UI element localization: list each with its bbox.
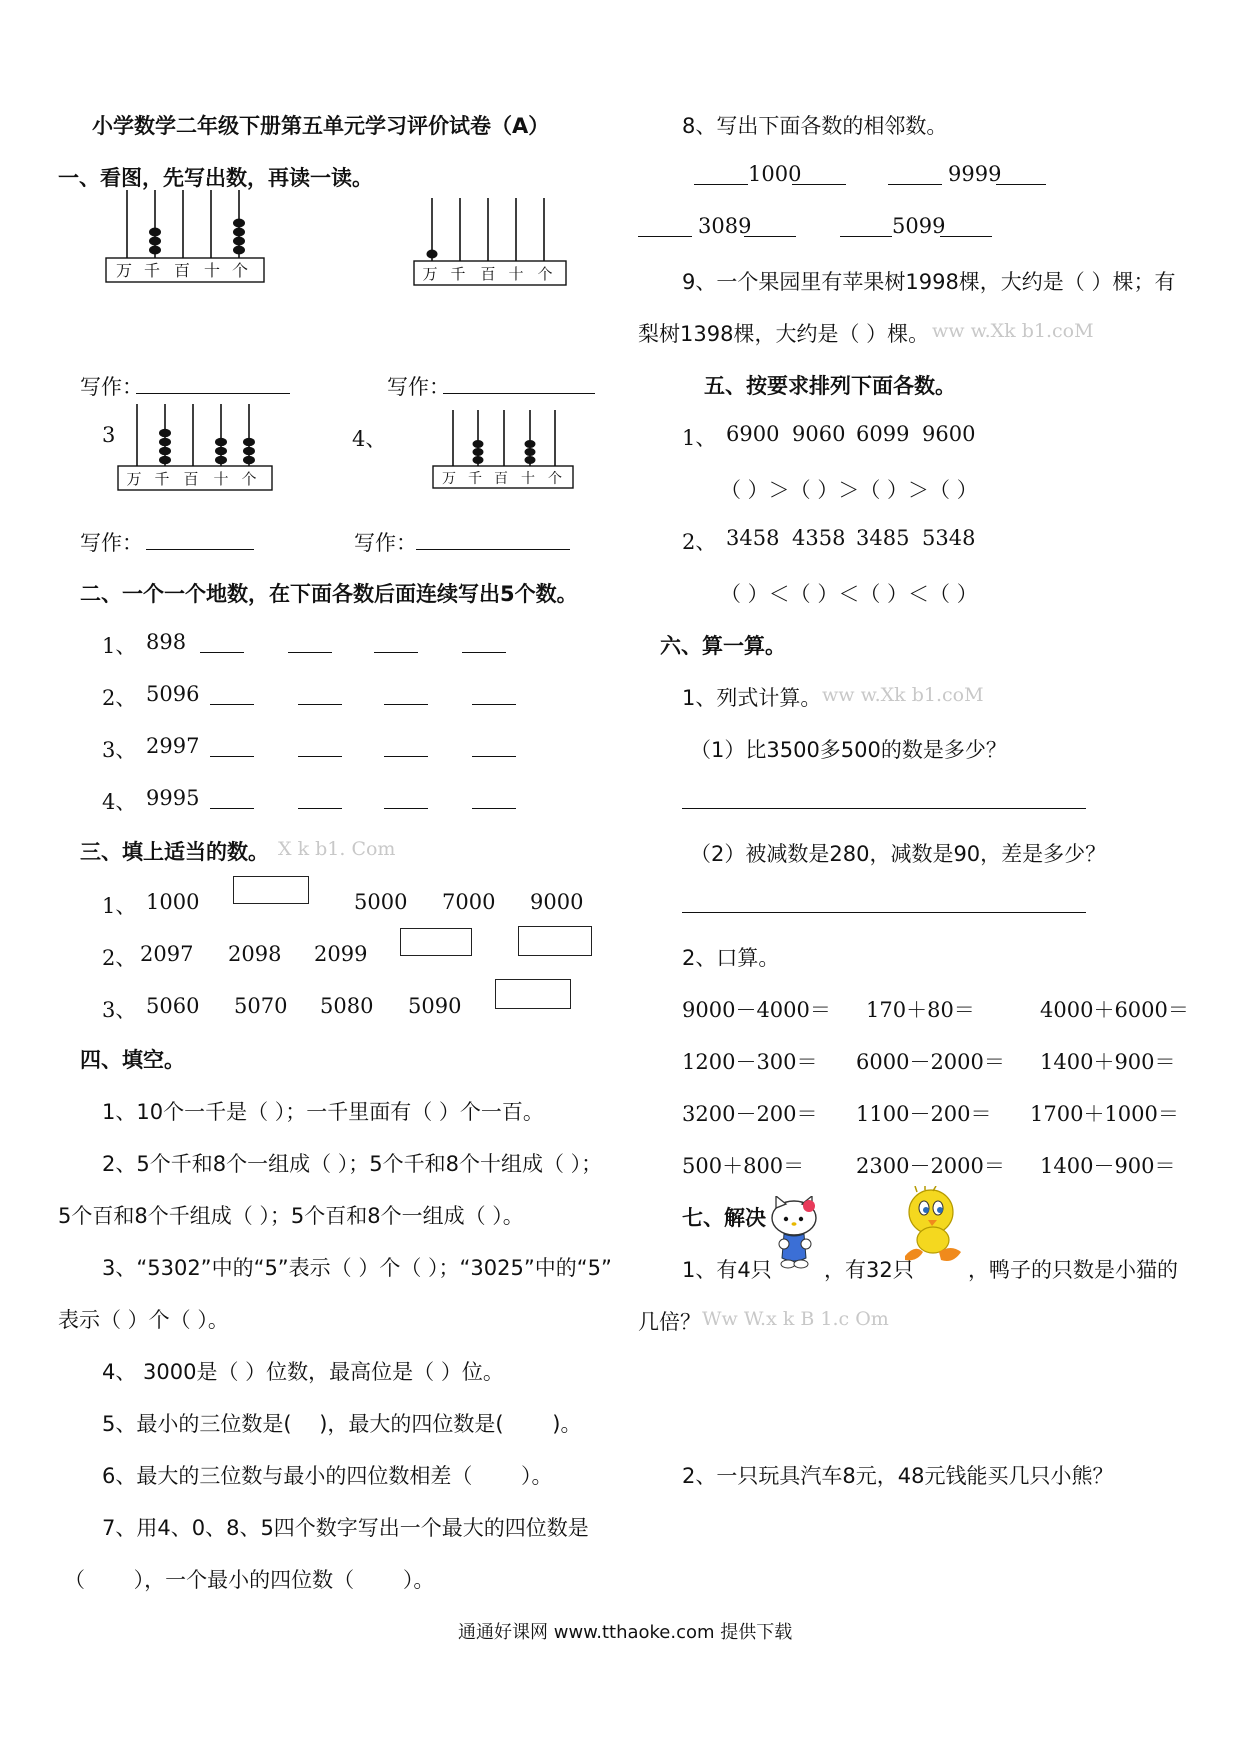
watermark: ww w.Xk b1.coM (932, 320, 1094, 342)
neighbor-blank[interactable] (940, 236, 992, 237)
s2-blank[interactable] (210, 756, 254, 757)
s3-row2-n2: 2098 (228, 942, 282, 966)
write-blank-4[interactable] (416, 549, 570, 550)
abacus-1-label-bai: 百 (173, 261, 191, 280)
s2-blank[interactable] (472, 808, 516, 809)
write-blank-2[interactable] (443, 393, 595, 394)
s3-row3-n4: 5090 (408, 994, 462, 1018)
abacus-3 (115, 402, 275, 494)
s3-row1-index: 1、 (102, 894, 137, 918)
calc-r1-c3: 4000＋6000＝ (1040, 998, 1189, 1022)
s4-q2-line2: 5个百和8个千组成（ ）；5个百和8个一组成（ ）。 (58, 1204, 524, 1228)
s2-item-2-number: 5096 (146, 682, 200, 706)
s2-item-2-index: 2、 (102, 686, 137, 710)
s6-problem-2: （2）被减数是280，减数是90，差是多少？ (690, 842, 1107, 866)
calc-r3-c1: 3200－200＝ (682, 1102, 818, 1126)
neighbor-blank[interactable] (996, 184, 1046, 185)
s5-row2-n1: 3458 (726, 526, 780, 550)
s2-blank[interactable] (200, 652, 244, 653)
abacus-2-label-shi: 十 (508, 265, 524, 283)
section-3-heading: 三、填上适当的数。 (80, 840, 269, 864)
write-label-4: 写作： (354, 531, 417, 555)
abacus-2-label-qian: 千 (450, 265, 466, 283)
calc-r2-c2: 6000－2000＝ (856, 1050, 1005, 1074)
write-blank-3[interactable] (146, 549, 254, 550)
calc-r3-c2: 1100－200＝ (856, 1102, 992, 1126)
calc-r3-c3: 1700＋1000＝ (1030, 1102, 1179, 1126)
abacus-4-number: 4、 (352, 427, 387, 451)
s4-q3-line2: 表示（ ）个（ ）。 (58, 1308, 229, 1332)
s5-row2-n3: 3485 (856, 526, 910, 550)
s2-blank[interactable] (374, 652, 418, 653)
s2-blank[interactable] (298, 756, 342, 757)
s5-row1-n2: 9060 (792, 422, 846, 446)
abacus-3-label-qian: 千 (154, 470, 170, 488)
calc-r2-c3: 1400＋900＝ (1040, 1050, 1176, 1074)
s4-q1: 1、10个一千是（ ）；一千里面有（ ）个一百。 (102, 1100, 544, 1124)
footer-credit: 通通好课网 www.tthaoke.com 提供下载 (458, 1622, 793, 1643)
abacus-4-label-ge: 个 (548, 471, 562, 487)
s3-row1-n1: 1000 (146, 890, 200, 914)
s3-row1-n3: 7000 (442, 890, 496, 914)
abacus-4-label-bai: 百 (494, 471, 508, 487)
answer-line-1[interactable] (682, 808, 1086, 809)
q8-heading: 8、写出下面各数的相邻数。 (682, 114, 948, 138)
abacus-2-label-wan: 万 (422, 265, 438, 283)
section-2-heading: 二、一个一个地数，在下面各数后面连续写出5个数。 (80, 582, 578, 606)
s5-row2-index: 2、 (682, 530, 717, 554)
s6-problem-1: （1）比3500多500的数是多少？ (690, 738, 1007, 762)
s3-answer-box[interactable] (518, 926, 592, 956)
write-label-1: 写作： (80, 375, 143, 399)
s3-row3-n3: 5080 (320, 994, 374, 1018)
abacus-4-label-qian: 千 (468, 471, 482, 487)
calc-r4-c1: 500＋800＝ (682, 1154, 805, 1178)
s2-blank[interactable] (384, 808, 428, 809)
answer-line-2[interactable] (682, 912, 1086, 913)
s4-q7-line1: 7、用4、0、8、5四个数字写出一个最大的四位数是 (102, 1516, 589, 1540)
s3-row1-n4: 9000 (530, 890, 584, 914)
s2-blank[interactable] (210, 704, 254, 705)
neighbor-blank[interactable] (792, 184, 846, 185)
s5-row2-n2: 4358 (792, 526, 846, 550)
s2-blank[interactable] (298, 704, 342, 705)
s2-blank[interactable] (298, 808, 342, 809)
s2-blank[interactable] (384, 756, 428, 757)
s4-q3-line1: 3、“5302”中的“5”表示（ ）个（ ）；“3025”中的“5” (102, 1256, 612, 1280)
s7-q1-part2: ，有32只 (824, 1258, 914, 1282)
s2-item-4-number: 9995 (146, 786, 200, 810)
s3-answer-box[interactable] (495, 979, 571, 1009)
write-label-2: 写作： (387, 375, 450, 399)
s3-row1-n2: 5000 (354, 890, 408, 914)
page-title: 小学数学二年级下册第五单元学习评价试卷（A） (92, 114, 550, 138)
s2-blank[interactable] (210, 808, 254, 809)
neighbor-blank[interactable] (840, 236, 892, 237)
s5-row2-n4: 5348 (922, 526, 976, 550)
abacus-3-label-wan: 万 (126, 470, 142, 488)
s2-item-3-index: 3、 (102, 738, 137, 762)
calc-r1-c1: 9000－4000＝ (682, 998, 831, 1022)
abacus-1-label-ge: 个 (231, 261, 249, 280)
s7-q1-part1: 1、有4只 (682, 1258, 772, 1282)
s5-row1-n4: 9600 (922, 422, 976, 446)
q9-line2: 梨树1398棵，大约是（ ）棵。 (638, 322, 930, 346)
s2-blank[interactable] (384, 704, 428, 705)
neighbor-blank[interactable] (638, 236, 692, 237)
s3-row2-n3: 2099 (314, 942, 368, 966)
section-7-heading: 七、解决 (682, 1206, 766, 1230)
s7-q2: 2、一只玩具汽车8元，48元钱能买几只小熊？ (682, 1464, 1114, 1488)
abacus-4 (430, 408, 580, 494)
s2-blank[interactable] (288, 652, 332, 653)
s7-q1-line2: 几倍？ (638, 1310, 701, 1334)
s3-row3-n2: 5070 (234, 994, 288, 1018)
abacus-2-label-ge: 个 (537, 265, 553, 283)
s7-q1-part3: ，鸭子的只数是小猫的 (968, 1258, 1178, 1282)
s2-item-1-index: 1、 (102, 634, 137, 658)
s2-item-1-number: 898 (146, 630, 187, 654)
s2-item-3-number: 2997 (146, 734, 200, 758)
s2-item-4-index: 4、 (102, 790, 137, 814)
s5-row1-n1: 6900 (726, 422, 780, 446)
watermark: Ww W.x k B 1.c Om (702, 1308, 889, 1330)
s2-blank[interactable] (472, 756, 516, 757)
write-blank-1[interactable] (136, 393, 290, 394)
neighbor-blank[interactable] (744, 236, 796, 237)
section-1-heading: 一、看图，先写出数，再读一读。 (58, 166, 373, 190)
kitty-image (768, 1196, 824, 1270)
s5-row1-order: （ ）＞（ ）＞（ ）＞（ ） (720, 478, 978, 502)
s4-q4: 4、 3000是（ ）位数，最高位是（ ）位。 (102, 1360, 504, 1384)
s4-q5: 5、最小的三位数是( )，最大的四位数是( )。 (102, 1412, 582, 1436)
write-label-3: 写作： (80, 531, 143, 555)
q8-num-2: 9999 (948, 162, 1002, 186)
s3-answer-box[interactable] (233, 876, 309, 904)
calc-r1-c2: 170＋80＝ (866, 998, 975, 1022)
abacus-1-label-qian: 千 (143, 261, 161, 280)
s6-sub1: 1、列式计算。 (682, 686, 822, 710)
q9-line1: 9、一个果园里有苹果树1998棵，大约是（ ）棵；有 (682, 270, 1176, 294)
s4-q2-line1: 2、5个千和8个一组成（ ）；5个千和8个十组成（ ）； (102, 1152, 603, 1176)
abacus-3-label-shi: 十 (213, 470, 229, 488)
abacus-4-label-shi: 十 (521, 471, 535, 487)
s5-row1-index: 1、 (682, 426, 717, 450)
s3-answer-box[interactable] (400, 928, 472, 956)
s3-row3-n1: 5060 (146, 994, 200, 1018)
s4-q7-line2: （ ），一个最小的四位数（ ）。 (64, 1568, 435, 1592)
s2-blank[interactable] (462, 652, 506, 653)
s5-row1-n3: 6099 (856, 422, 910, 446)
abacus-3-label-bai: 百 (183, 470, 199, 488)
watermark: ww w.Xk b1.coM (822, 684, 984, 706)
abacus-2-label-bai: 百 (480, 265, 496, 283)
q8-num-3: 3089 (698, 214, 752, 238)
s5-row2-order: （ ）＜（ ）＜（ ）＜（ ） (720, 582, 978, 606)
section-6-heading: 六、算一算。 (660, 634, 786, 658)
abacus-1 (100, 186, 270, 286)
abacus-4-label-wan: 万 (442, 471, 456, 487)
abacus-1-label-shi: 十 (203, 261, 221, 280)
calc-r4-c2: 2300－2000＝ (856, 1154, 1005, 1178)
q8-num-1: 1000 (748, 162, 802, 186)
abacus-1-label-wan: 万 (115, 261, 133, 280)
abacus-3-number: 3 (102, 423, 116, 447)
s2-blank[interactable] (472, 704, 516, 705)
s3-row2-index: 2、 (102, 946, 137, 970)
section-5-heading: 五、按要求排列下面各数。 (704, 374, 956, 398)
abacus-2 (410, 196, 570, 288)
abacus-3-label-ge: 个 (241, 470, 257, 488)
neighbor-blank[interactable] (888, 184, 942, 185)
section-4-heading: 四、填空。 (80, 1048, 185, 1072)
s3-row2-n1: 2097 (140, 942, 194, 966)
s6-sub2: 2、口算。 (682, 946, 780, 970)
neighbor-blank[interactable] (694, 184, 748, 185)
s3-row3-index: 3、 (102, 998, 137, 1022)
q8-num-4: 5099 (892, 214, 946, 238)
calc-r2-c1: 1200－300＝ (682, 1050, 818, 1074)
s4-q6: 6、最大的三位数与最小的四位数相差（ ）。 (102, 1464, 553, 1488)
calc-r4-c3: 1400－900＝ (1040, 1154, 1176, 1178)
watermark: X k b1. Com (278, 838, 396, 860)
